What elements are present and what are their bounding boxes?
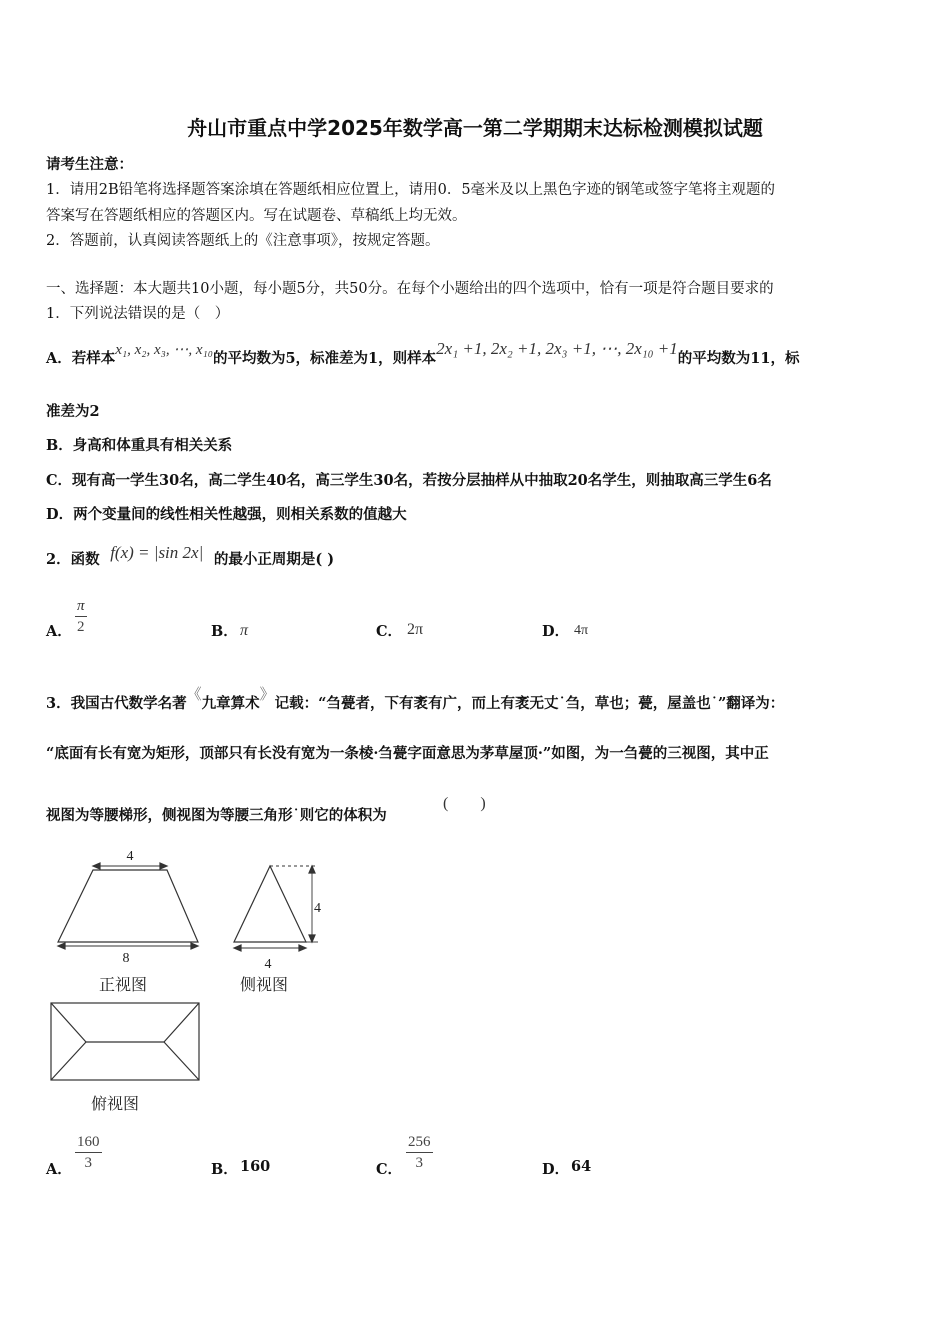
notice-heading: 请考生注意： <box>46 156 133 173</box>
q2-suffix: 的最小正周期是( ) <box>213 551 335 568</box>
arrow-head <box>160 863 167 869</box>
q1-option-d: D．两个变量间的线性相关性越强，则相关系数的值越大 <box>46 506 407 523</box>
arrow-head <box>58 943 65 949</box>
front-view-trapezoid <box>58 870 198 942</box>
top-view-line <box>51 1042 86 1080</box>
q3-a-num: 160 <box>75 1132 102 1153</box>
side-view-triangle <box>234 866 306 942</box>
top-view-line <box>164 1003 199 1042</box>
notice-line-2: 2．答题前，认真阅读答题纸上的《注意事项》，按规定答题。 <box>46 233 440 249</box>
q1-option-a <box>46 339 800 368</box>
q1-option-b: B．身高和体重具有相关关系 <box>46 437 233 454</box>
q2-a-den: 2 <box>77 619 85 635</box>
q3-b-label: B． <box>211 1161 238 1178</box>
front-view-caption: 正视图 <box>99 975 148 994</box>
page-title: 舟山市重点中学2025年数学高一第二学期期末达标检测模拟试题 <box>187 116 763 140</box>
q3-line-2: “底面有长有宽为矩形，顶部只有长没有宽为一条棱·刍甍字面意思为茅草屋顶·”如图，为一刍甍的三视图，其中正 <box>46 745 769 762</box>
q3-prefix: 3．我国古代数学名著 <box>46 695 187 712</box>
q1-a-mid: 的平均数为5，标准差为1，则样本 <box>212 350 437 367</box>
q3-d-value: 64 <box>571 1158 592 1175</box>
q3-b-value: 160 <box>240 1158 271 1175</box>
notice-line-1: 1．请用2B铅笔将选择题答案涂填在答题纸相应位置上，请用0．5毫米及以上黑色字迹的钢笔或签字笔将主观题的 <box>46 182 776 198</box>
q2-b-label: B． <box>211 623 238 640</box>
side-view-caption: 侧视图 <box>240 975 289 994</box>
q1-a-math-2: 2x₁ +1, 2x₂ +1, 2x₃ +1, ⋯, 2x₁₀ +1 <box>436 339 678 358</box>
q2-a-label: A． <box>46 623 72 640</box>
q3-d-label: D． <box>542 1161 570 1178</box>
top-view <box>51 1003 199 1080</box>
q3-line-1-suffix: 记载：“刍甍者，下有袤有广，而上有袤无丈˙刍，草也；甍，屋盖也˙”翻译为： <box>274 695 785 712</box>
q3-a-label: A． <box>46 1161 72 1178</box>
q3-c-fraction <box>406 1132 433 1173</box>
q2-b-value: π <box>240 622 249 639</box>
arrow-head <box>309 866 315 873</box>
q3-line-3: 视图为等腰梯形，侧视图为等腰三角形˙则它的体积为 <box>46 807 387 824</box>
q1-a-post: 的平均数为11，标 <box>677 350 800 367</box>
q3-c-num: 256 <box>406 1132 433 1153</box>
q2-math: f(x) = |sin 2x| <box>110 543 204 562</box>
q2-a-num: π <box>75 596 87 617</box>
q3-three-view-figure <box>40 840 340 1120</box>
q3-book-open: 《 <box>186 685 202 703</box>
front-top-label: 4 <box>126 849 134 864</box>
top-view-line <box>164 1042 199 1080</box>
q2-stem <box>46 543 335 569</box>
q1-option-a-cont: 准差为2 <box>46 403 100 420</box>
q3-c-den: 3 <box>415 1155 423 1171</box>
q3-line-1 <box>46 685 785 713</box>
q2-c-label: C． <box>376 623 403 640</box>
q3-book: 九章算术 <box>201 695 260 712</box>
q1-option-c: C．现有高一学生30名，高二学生40名，高三学生30名，若按分层抽样从中抽取20名学生，则抽取高三学生6名 <box>46 472 772 489</box>
front-view <box>58 863 198 949</box>
arrow-head <box>191 943 198 949</box>
q3-a-den: 3 <box>84 1155 92 1171</box>
q3-c-label: C． <box>376 1161 403 1178</box>
q3-a-fraction <box>75 1132 102 1173</box>
side-view <box>234 866 318 951</box>
q1-a-math-1: x₁, x₂, x₃, ⋯, x₁₀ <box>115 342 213 358</box>
q3-answer-paren: ( ) <box>443 795 486 812</box>
q2-d-value: 4π <box>574 623 589 638</box>
section-heading: 一、选择题：本大题共10小题，每小题5分，共50分。在每个小题给出的四个选项中，恰有一项是符合题目要求的 <box>46 281 774 297</box>
q2-c-value: 2π <box>407 621 424 638</box>
front-bottom-label: 8 <box>122 951 130 966</box>
side-height-label: 4 <box>314 901 321 916</box>
arrow-head <box>299 945 306 951</box>
arrow-head <box>234 945 241 951</box>
q2-d-label: D． <box>542 623 570 640</box>
q1-a-prefix: A．若样本 <box>46 350 116 367</box>
side-bottom-label: 4 <box>264 957 272 972</box>
top-view-line <box>51 1003 86 1042</box>
q3-book-close: 》 <box>259 685 275 703</box>
arrow-head <box>93 863 100 869</box>
top-view-caption: 俯视图 <box>91 1094 140 1113</box>
q1-stem: 1．下列说法错误的是（ ） <box>46 306 230 322</box>
notice-line-1-cont: 答案写在答题纸相应的答题区内。写在试题卷、草稿纸上均无效。 <box>46 208 467 224</box>
arrow-head <box>309 935 315 942</box>
q2-a-fraction <box>75 596 87 637</box>
q2-prefix: 2．函数 <box>46 551 100 568</box>
